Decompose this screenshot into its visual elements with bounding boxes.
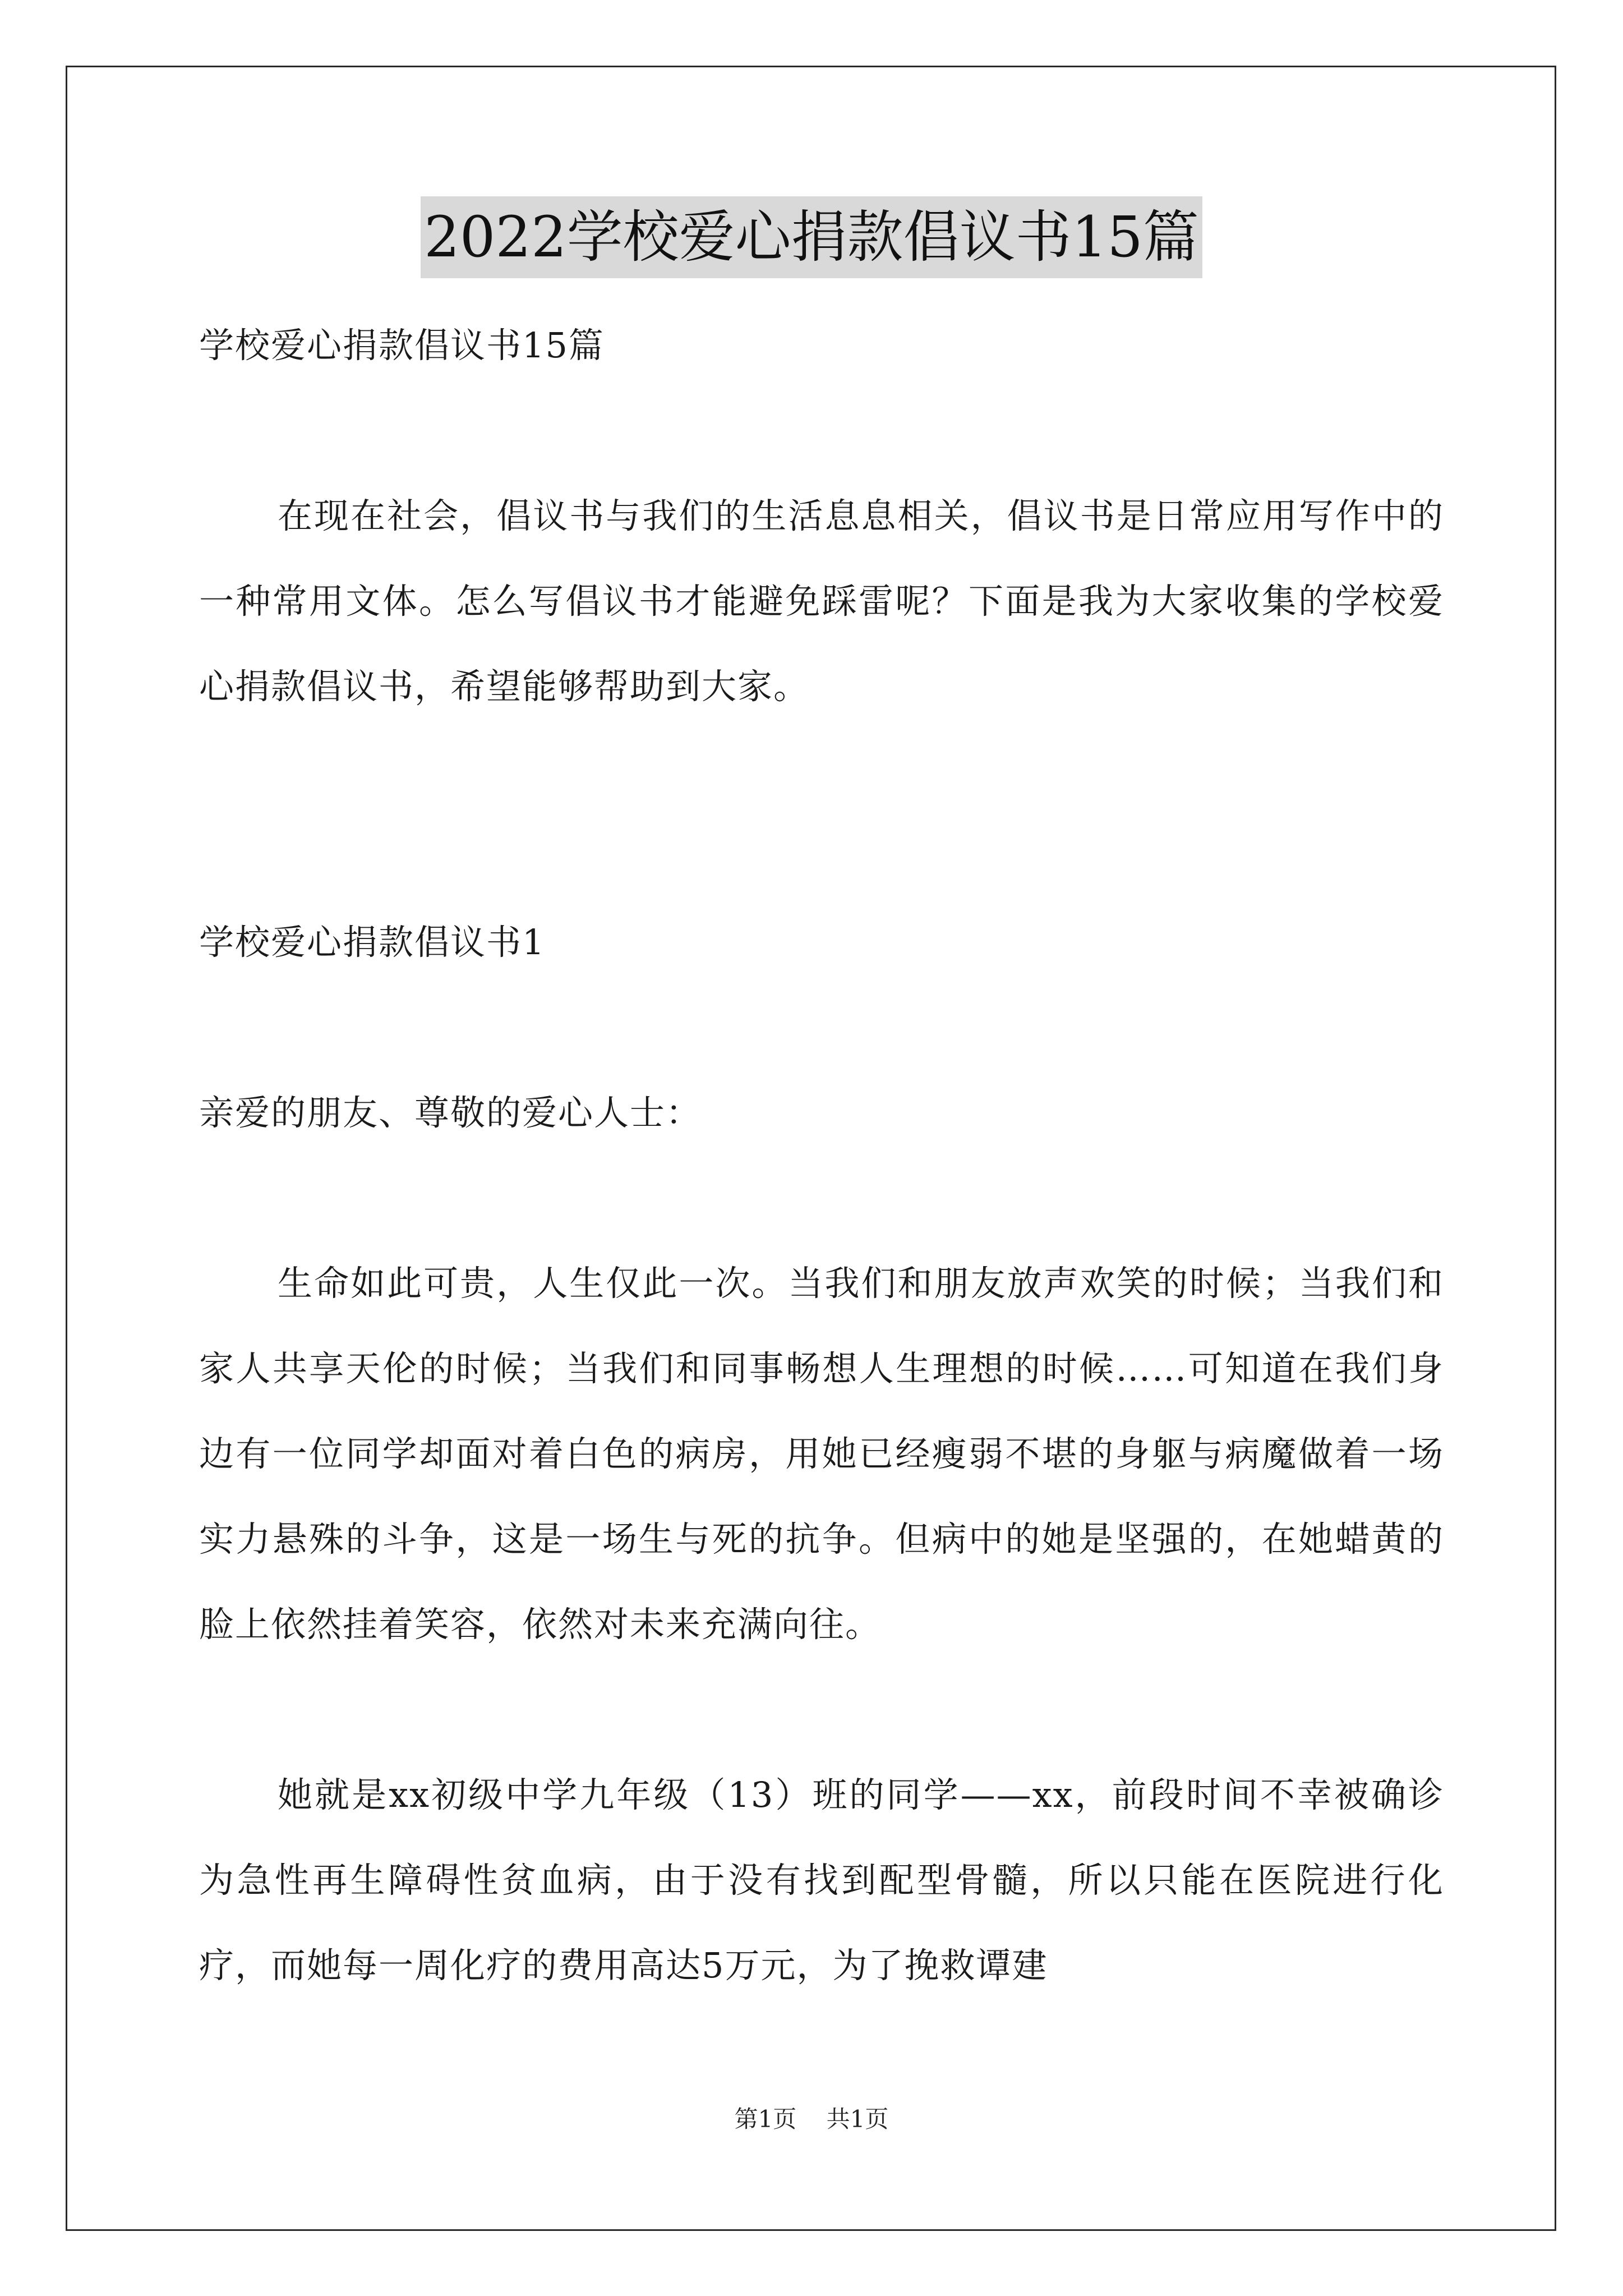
page-footer	[0, 2101, 1623, 2134]
document-title-text: 2022学校爱心捐款倡议书15篇	[421, 196, 1202, 278]
paragraph-gap	[199, 985, 1444, 1070]
intro-paragraph: 在现在社会，倡议书与我们的生活息息相关，倡议书是日常应用写作中的一种常用文体。怎么写倡议书才能避免踩雷呢？下面是我为大家收集的学校爱心捐款倡议书，希望能够帮助到大家。	[199, 495, 1444, 707]
section-heading: 学校爱心捐款倡议书1	[199, 922, 546, 963]
salutation-paragraph: 亲爱的朋友、尊敬的爱心人士：	[199, 1092, 702, 1133]
page-number-current: 第1页	[734, 2105, 797, 2133]
document-title	[0, 196, 1623, 278]
body-paragraph-2: 她就是xx初级中学九年级（13）班的同学——xx，前段时间不幸被确诊为急性再生障碍性贫血病，由于没有找到配型骨髓，所以只能在医院进行化疗，而她每一周化疗的费用高达5万元，为了挽救谭建	[199, 1774, 1444, 1986]
subtitle-paragraph: 学校爱心捐款倡议书15篇	[199, 325, 605, 366]
paragraph-gap	[199, 729, 1444, 815]
paragraph-gap	[199, 815, 1444, 900]
page-number-total: 共1页	[826, 2105, 889, 2133]
paragraph-gap	[199, 1667, 1444, 1752]
paragraph-gap	[199, 1156, 1444, 1241]
body-paragraph-1: 生命如此可贵，人生仅此一次。当我们和朋友放声欢笑的时候；当我们和家人共享天伦的时候；当我们和同事畅想人生理想的时候……可知道在我们身边有一位同学却面对着白色的病房，用她已经瘦弱不堪的身躯与病魔做着一场实力悬殊的斗争，这是一场生与死的抗争。但病中的她是坚强的，在她蜡黄的脸上依然挂着笑容，依然对未来充满向往。	[199, 1263, 1444, 1645]
paragraph-gap	[199, 388, 1444, 473]
document-body	[199, 303, 1444, 2008]
